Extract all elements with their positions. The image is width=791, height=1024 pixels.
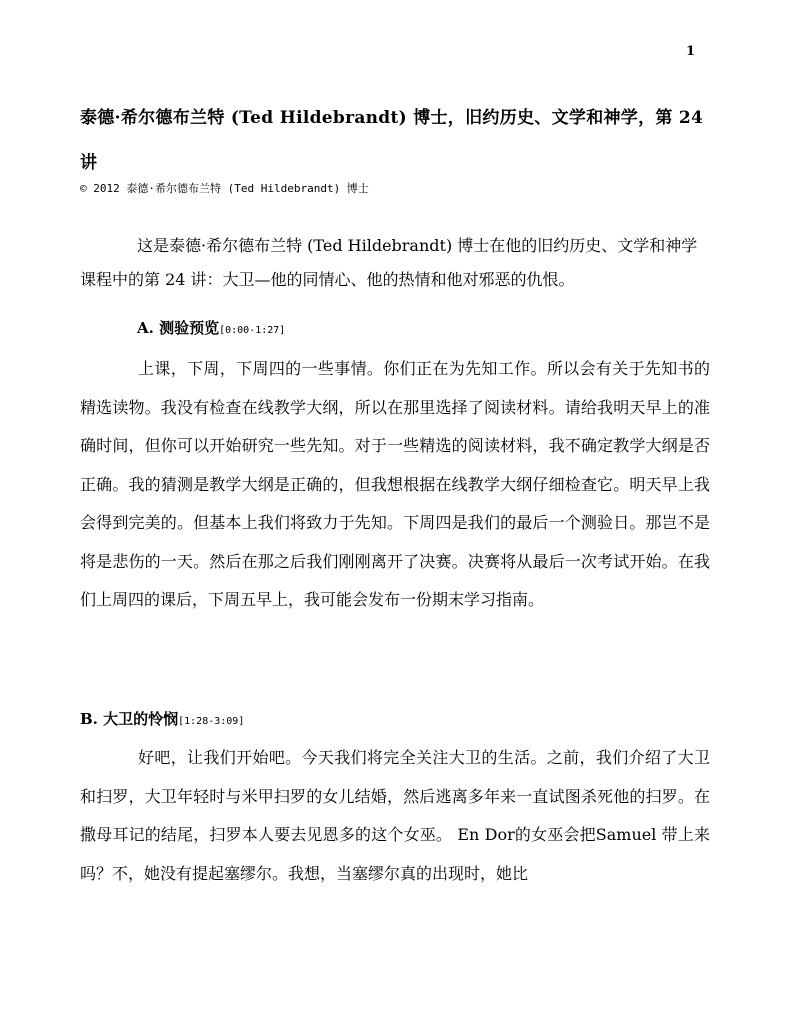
copyright-notice: © 2012 泰德·希尔德布兰特 (Ted Hildebrandt) 博士 xyxy=(80,182,369,195)
document-title: 泰德·希尔德布兰特 (Ted Hildebrandt) 博士，旧约历史、文学和神学，第 24 讲 xyxy=(80,108,704,173)
section-heading-b-label: B. 大卫的怜悯 xyxy=(80,710,179,728)
section-a-paragraph: 上课，下周，下周四的一些事情。你们正在为先知工作。所以会有关于先知书的精选读物。我没有检查在线教学大纲，所以在那里选择了阅读材料。请给我明天早上的准确时间，但你可以开始研究一些先知。对于一些精选的阅读材料，我不确定教学大纲是否正确。我的猜测是教学大纲是正确的，但我想根据在线教学大纲仔细检查它。明天早上我会得到完美的。但基本上我们将致力于先知。下周四是我们的最后一个测验日。那岂不是将是悲伤的一天。然后在那之后我们刚刚离开了决赛。决赛将从最后一次考试开始。在我们上周四的课后，下周五早上，我可能会发布一份期末学习指南。 xyxy=(80,359,710,609)
section-heading-a-timestamp: [0:00-1:27] xyxy=(219,325,286,336)
section-heading-a xyxy=(137,317,285,342)
section-b-paragraph: 好吧，让我们开始吧。今天我们将完全关注大卫的生活。之前，我们介绍了大卫和扫罗，大卫年轻时与米甲扫罗的女儿结婚，然后逃离多年来一直试图杀死他的扫罗。在撒母耳记的结尾，扫罗本人要去见恩多的这个女巫。 En Dor的女巫会把Samuel 带上来吗？不，她没有提起塞缪尔。我想，当塞缪尔真的出现时，她比 xyxy=(80,748,710,883)
section-heading-b xyxy=(80,708,244,733)
intro-paragraph: 这是泰德·希尔德布兰特 (Ted Hildebrandt) 博士在他的旧约历史、文学和神学课程中的第 24 讲：大卫—他的同情心、他的热情和他对邪恶的仇恨。 xyxy=(80,236,698,289)
section-heading-a-label: A. 测验预览 xyxy=(137,319,220,337)
page-number: 1 xyxy=(685,44,695,59)
section-heading-b-timestamp: [1:28-3:09] xyxy=(178,716,245,727)
